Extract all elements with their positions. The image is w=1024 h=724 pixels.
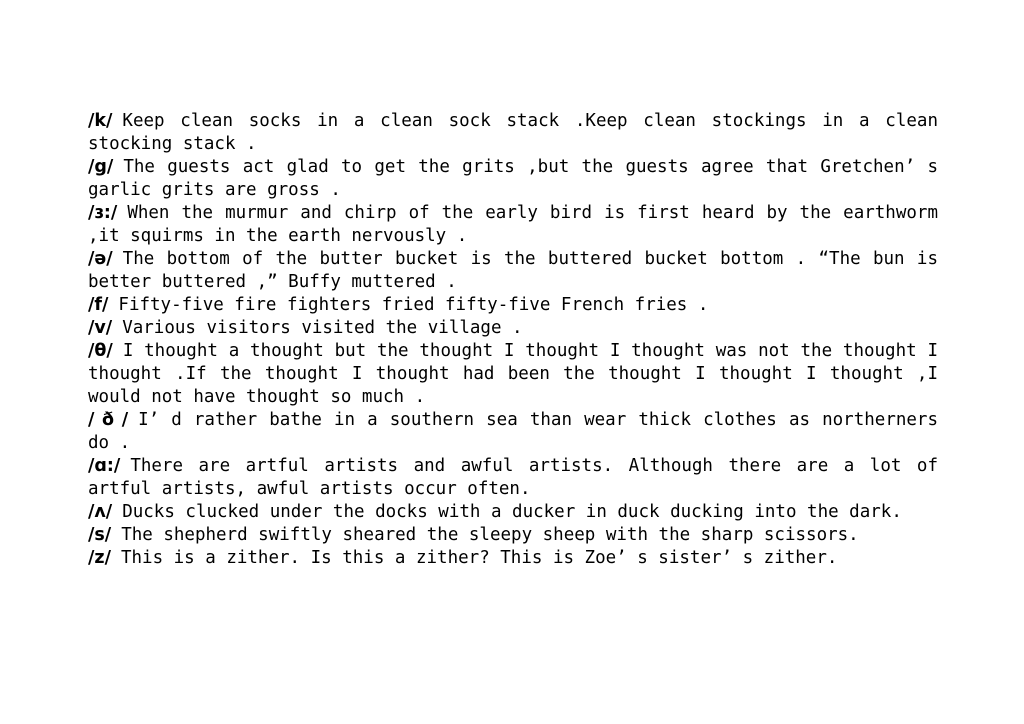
phoneme-entry-schwa — [88, 248, 938, 294]
phoneme-symbol: /k/ — [88, 111, 113, 131]
phoneme-symbol: /v/ — [88, 318, 113, 338]
tongue-twister-document — [88, 110, 938, 570]
phoneme-example-text: The guests act glad to get the grits ,but the guests agree that Gretchen’ s garlic grits are gross . — [88, 157, 938, 200]
phoneme-example-text: Keep clean socks in a clean sock stack .Keep clean stockings in a clean stocking stack . — [88, 111, 938, 154]
phoneme-entry-v — [88, 317, 938, 340]
phoneme-example-text: I thought a thought but the thought I thought I thought was not the thought I thought .If the thought I thought had been the thought I thought I thought ,I would not have thought so much . — [88, 341, 938, 407]
phoneme-symbol: / ð / — [88, 410, 129, 430]
phoneme-entry-theta — [88, 340, 938, 409]
phoneme-example-text: Ducks clucked under the docks with a ducker in duck ducking into the dark. — [122, 502, 902, 522]
phoneme-symbol: /g/ — [88, 157, 114, 177]
phoneme-entry-s — [88, 524, 938, 547]
phoneme-example-text: The bottom of the butter bucket is the buttered bucket bottom . “The bun is better buttered ,” Buffy muttered . — [88, 249, 938, 292]
phoneme-symbol: /ə/ — [88, 249, 113, 269]
phoneme-entry-wedge — [88, 501, 938, 524]
phoneme-entry-a-long — [88, 455, 938, 501]
phoneme-entry-z — [88, 547, 938, 570]
phoneme-symbol: /s/ — [88, 525, 112, 545]
phoneme-entry-k — [88, 110, 938, 156]
phoneme-symbol: /z/ — [88, 548, 111, 568]
phoneme-entry-g — [88, 156, 938, 202]
phoneme-example-text: The shepherd swiftly sheared the sleepy sheep with the sharp scissors. — [121, 525, 859, 545]
phoneme-entry-f — [88, 294, 938, 317]
phoneme-entry-er-long — [88, 202, 938, 248]
phoneme-symbol: /ɑ:/ — [88, 456, 121, 476]
phoneme-symbol: /θ/ — [88, 341, 113, 361]
phoneme-example-text: This is a zither. Is this a zither? This is Zoe’ s sister’ s zither. — [120, 548, 838, 568]
phoneme-symbol: /ɜ:/ — [88, 203, 118, 223]
phoneme-example-text: When the murmur and chirp of the early bird is first heard by the earthworm ,it squirms in the earth nervously . — [88, 203, 938, 246]
phoneme-example-text: Various visitors visited the village . — [122, 318, 523, 338]
phoneme-symbol: /f/ — [88, 295, 109, 315]
phoneme-example-text: I’ d rather bathe in a southern sea than wear thick clothes as northerners do . — [88, 410, 938, 453]
phoneme-entry-eth — [88, 409, 938, 455]
phoneme-symbol: /ʌ/ — [88, 502, 113, 522]
phoneme-example-text: There are artful artists and awful artists. Although there are a lot of artful artists, awful artists occur often. — [88, 456, 938, 499]
phoneme-example-text: Fifty-five fire fighters fried fifty-five French fries . — [118, 295, 709, 315]
